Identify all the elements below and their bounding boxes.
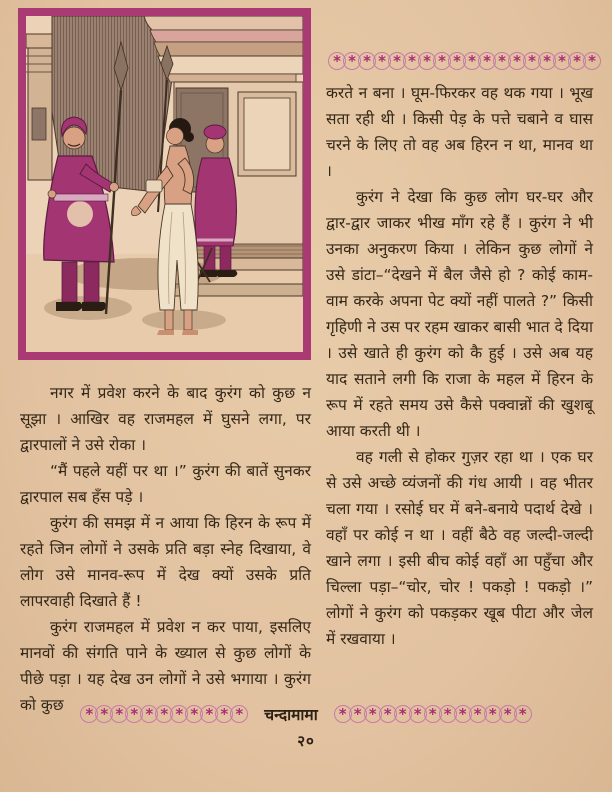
flower-ornament-icon: * — [403, 52, 421, 70]
paragraph: नगर में प्रवेश करने के बाद कुरंग को कुछ न सूझा । आखिर वह राजमहल में घुसने लगा, पर द्वारपालों ने उसे रोका । — [20, 384, 311, 454]
flower-ornament-icon: * — [110, 705, 128, 723]
ornament-band-bottom-right — [334, 705, 532, 723]
flower-ornament-icon: * — [439, 705, 457, 723]
flower-ornament-icon: * — [95, 705, 113, 723]
flower-ornament-icon: * — [514, 705, 532, 723]
flower-ornament-icon: * — [125, 705, 143, 723]
flower-ornament-icon: * — [343, 52, 361, 70]
flower-ornament-icon: * — [200, 705, 218, 723]
story-illustration-drawing — [26, 16, 303, 352]
flower-ornament-icon: * — [454, 705, 472, 723]
page-number: २० — [297, 732, 315, 750]
flower-ornament-icon: * — [484, 705, 502, 723]
flower-ornament-icon: * — [538, 52, 556, 70]
magazine-title: चन्दामामा — [264, 706, 318, 724]
story-illustration-frame — [18, 8, 311, 360]
paragraph: वह गली से होकर गुज़र रहा था । एक घर से उसे अच्छे व्यंजनों की गंध आयी । वह भीतर चला गया । रसोई घर में बने-बनाये पदार्थ देखे । वहाँ पर कोई न था । वहीं बैठे वह जल्दी-जल्दी खाने लगा । इसी बीच कोई वहाँ आ पहुँचा और चिल्ला पड़ा–“चोर, चोर ! पकड़ो ! पकड़ो ।” लोगों ने कुरंग को पकड़कर खूब पीटा और जेल में रखवाया । — [326, 448, 593, 648]
flower-ornament-icon: * — [215, 705, 233, 723]
flower-ornament-icon: * — [80, 705, 98, 723]
flower-ornament-icon: * — [379, 705, 397, 723]
flower-ornament-icon: * — [508, 52, 526, 70]
paragraph: कुरंग की समझ में न आया कि हिरन के रूप में रहते जिन लोगों ने उसके प्रति बड़ा स्नेह दिखाया, वे लोग उसे मानव-रूप में देख क्यों उसके प्रति लापरवाही दिखाते हैं ! — [20, 514, 311, 610]
flower-ornament-icon: * — [155, 705, 173, 723]
flower-ornament-icon: * — [424, 705, 442, 723]
flower-ornament-icon: * — [553, 52, 571, 70]
flower-ornament-icon: * — [230, 705, 248, 723]
flower-ornament-icon: * — [409, 705, 427, 723]
text-column-left — [20, 380, 311, 718]
flower-ornament-icon: * — [478, 52, 496, 70]
paragraph: करते न बना । घूम-फिरकर वह थक गया । भूख सता रही थी । किसी पेड़ के पत्ते चबाने व घास चरने के लिए तो वह अब हिरन न था, मानव था । — [326, 84, 593, 180]
flower-ornament-icon: * — [140, 705, 158, 723]
text-column-right — [326, 52, 596, 652]
flower-ornament-icon: * — [418, 52, 436, 70]
flower-ornament-icon: * — [358, 52, 376, 70]
flower-ornament-icon: * — [185, 705, 203, 723]
flower-ornament-icon: * — [583, 52, 601, 70]
flower-ornament-icon: * — [433, 52, 451, 70]
flower-ornament-icon: * — [394, 705, 412, 723]
flower-ornament-icon: * — [499, 705, 517, 723]
flower-ornament-icon: * — [364, 705, 382, 723]
flower-ornament-icon: * — [523, 52, 541, 70]
flower-ornament-icon: * — [328, 52, 346, 70]
flower-ornament-icon: * — [349, 705, 367, 723]
ornament-band-bottom-left — [80, 705, 248, 723]
flower-ornament-icon: * — [334, 705, 352, 723]
paragraph: कुरंग ने देखा कि कुछ लोग घर-घर और द्वार-द्वार जाकर भीख माँग रहे हैं । कुरंग ने भी उनका अनुकरण किया । लेकिन कुछ लोगों ने उसे डांटा–“देखने में बैल जैसे हो ? कोई काम-वाम करके अपना पेट क्यों नहीं पालते ?” किसी गृहिणी ने उस पर रहम खाकर बासी भात दे दिया । उसे खाते ही कुरंग को कै हुई । उसे अब यह याद सताने लगी कि राजा के महल में हिरन के रूप में रहते समय उसे कैसे पक्वान्नों की खुशबू आया करती थी । — [326, 188, 593, 440]
footer — [0, 703, 612, 725]
paragraph: कुरंग राजमहल में प्रवेश न कर पाया, इसलिए मानवों की संगति पाने के ख्याल से कुछ लोगों के पीछे पड़ा । यह देख उन लोगों ने उसे भगाया । कुरंग को कुछ — [20, 618, 311, 714]
paragraph: “मैं पहले यहीं पर था ।” कुरंग की बातें सुनकर द्वारपाल सब हँस पड़े । — [20, 462, 311, 506]
flower-ornament-icon: * — [463, 52, 481, 70]
flower-ornament-icon: * — [170, 705, 188, 723]
flower-ornament-icon: * — [388, 52, 406, 70]
ornament-band-top — [328, 52, 596, 70]
flower-ornament-icon: * — [568, 52, 586, 70]
flower-ornament-icon: * — [448, 52, 466, 70]
flower-ornament-icon: * — [493, 52, 511, 70]
flower-ornament-icon: * — [373, 52, 391, 70]
flower-ornament-icon: * — [469, 705, 487, 723]
